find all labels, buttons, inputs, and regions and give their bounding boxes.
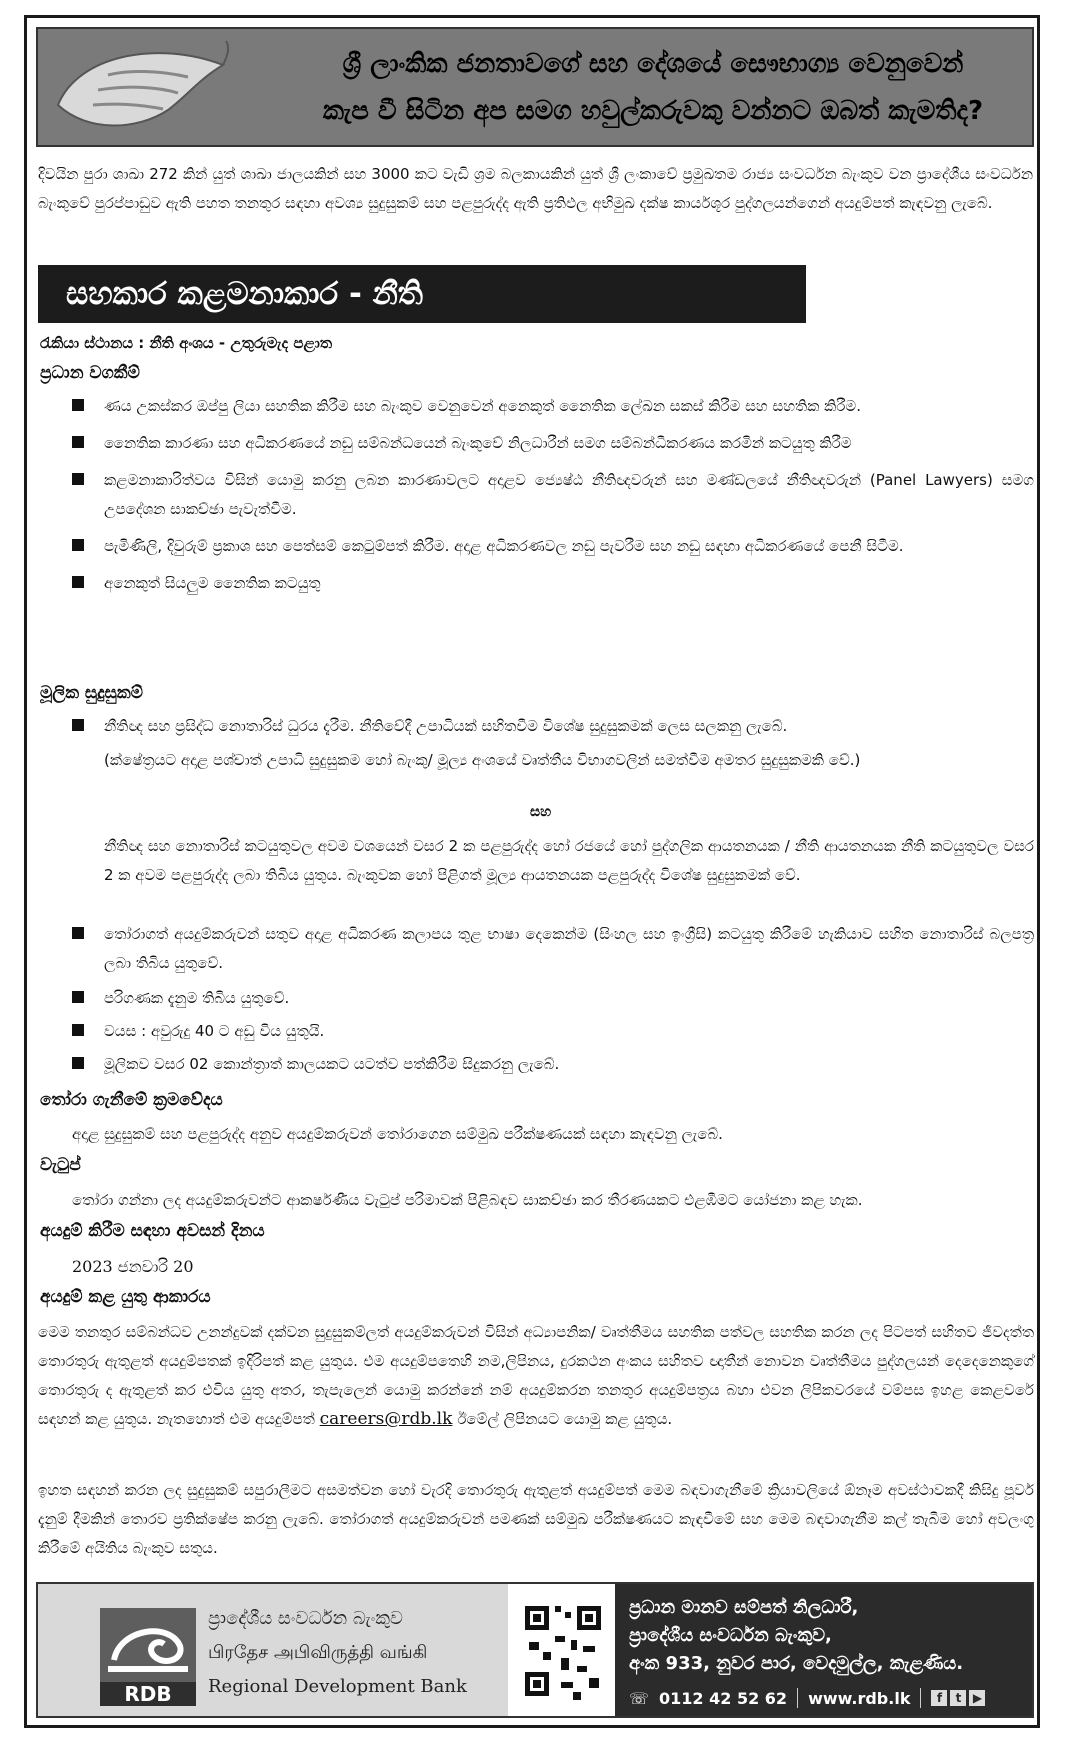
apply-heading: අයදුම් කළ යුතු ආකාරය (40, 1287, 211, 1307)
youtube-icon[interactable]: ▶ (969, 1690, 985, 1706)
facebook-icon[interactable]: f (931, 1690, 947, 1706)
rdb-logo-text: RDB (100, 1682, 196, 1706)
list-item: ණය උකස්කර ඔප්පු ලියා සහතික කිරීම සහ බැංකුව වෙනුවෙන් අනෙකුත් නෛතික ලේඛන සකස් කිරීම සහ සහතික කිරීම. (72, 392, 1034, 421)
contact-panel (615, 1584, 1032, 1716)
header-banner (36, 27, 1034, 147)
bank-name-english: Regional Development Bank (208, 1676, 467, 1697)
bullet-icon (72, 991, 84, 1003)
bank-name-tamil: பிரதேச அபிவிருத்தி வங்கி (208, 1642, 428, 1663)
closing-date: 2023 ජනවාරි 20 (72, 1257, 194, 1276)
list-item: අනෙකුත් සියලුම නෛතික කටයුතු (72, 569, 1034, 598)
footer (36, 1582, 1034, 1718)
post-title: සහකාර කළමනාකාර - නීති (38, 265, 806, 323)
qualification-item-1 (72, 712, 1034, 741)
list-item: තෝරාගත් අයදුම්කරුවන් සතුව අදාළ අධිකරණ කලාපය තුළ භාෂා දෙකෙන්ම (සිංහල සහ ඉංග්‍රීසි) කටයුතු කිරීමේ හැකියාව සහිත නොතාරිස් බලපත්‍ර ලබා තිබිය යුතුවේ. (72, 920, 1034, 978)
address-block (629, 1594, 1032, 1678)
duties-heading: ප්‍රධාන වගකීම් (40, 363, 140, 383)
divider (920, 1688, 921, 1708)
bank-names (208, 1602, 467, 1704)
bullet-icon (72, 927, 84, 939)
disclaimer-paragraph: ඉහත සඳහන් කරන ලද සුදුසුකම් සපුරාලීමට අසමත්වන හෝ වැරදි තොරතුරු ඇතුළත් අයදුම්පත් මෙම බඳවාගැනීමේ ක්‍රියාවලියේ ඕනෑම අවස්ථාවකදී කිසිදු පූර්ව දැනුම් දීමකින් තොරව ප්‍රතික්ෂේප කරනු ලැබේ. තෝරාගත් අයදුම්කරුවන් පමණක් සම්මුඛ පරීක්ෂණයට කැඳවීමේ සහ මෙම බඳවාගැනීම කල් තැබීම හෝ අවලංගු කිරීමේ අයිතිය බැංකුව සතුය. (38, 1481, 1034, 1557)
list-item: නීතිඥ සහ ප්‍රසිද්ධ නොතාරිස් ධුරය දැරීම. නීතිවේදී උපාධියක් සහිතවීම විශේෂ සුදුසුකමක් ලෙස සලකනු ලැබේ. (72, 712, 1034, 741)
website-link[interactable]: www.rdb.lk (808, 1688, 911, 1708)
salary-text: තෝරා ගන්නා ලද අයදුම්කරුවන්ට ආකර්ෂණීය වැටුප් පරිමාවක් පිළිබඳව සාකච්ඡා කර තීරණයකට එළඹීමට යෝජනා කළ හැක. (72, 1191, 863, 1209)
bank-name-sinhala: ප්‍රාදේශීය සංවර්ධන බැංකුව (208, 1608, 403, 1629)
divider (797, 1688, 798, 1708)
bullet-icon (72, 1057, 84, 1069)
apply-paragraph (38, 1318, 1034, 1434)
workplace-line: රැකියා ස්ථානය : නීති අංශය - උතුරුමැද පළාත (40, 334, 333, 352)
qualification-list (72, 920, 1034, 1079)
apply-text: මෙම තනතුර සම්බන්ධව උනන්දුවක් දක්වන සුදුසුකම්ලත් අයදුම්කරුවන් විසින් අධ්‍යාපනික/ වෘත්තීමය සහතික පත්වල සහතික කරන ලද පිටපත් සහිතව ජීවදත්ත තොරතුරු ඇතුළත් අයදුම්පතක් ඉදිරිපත් කළ යුතුය. එම අයදුම්පතෙහි නම,ලිපිනය, දුරකථන අංකය සහිතව ඥාතීන් නොවන වෘත්තීමය පුද්ගලයන් දෙදෙනෙකුගේ තොරතුරු ද ඇතුළත් කර එවිය යුතු අතර, තැපැලෙන් යොමු කරන්නේ නම් අයදුම්කරන තනතුර අයදුම්පත්‍රය බහා එවන ලිපිකවරයේ වම්පස ඉහළ කෙළවරේ සඳහන් කළ යුතුය. නැතහොත් එම අයදුම්පත් (38, 1323, 1034, 1428)
bullet-icon (72, 539, 84, 551)
address-line-2: ප්‍රාදේශීය සංවර්ධන බැංකුව, (629, 1625, 832, 1646)
social-icons (931, 1690, 985, 1706)
bullet-icon (72, 719, 84, 731)
duties-list (72, 392, 1034, 598)
phone-icon: ☏ (629, 1688, 650, 1708)
list-item: කළමනාකාරිත්වය විසින් යොමු කරනු ලබන කාරණාවලට අදාළව ජ්‍යෙෂ්ඨ නීතිඥවරුන් සහ මණ්ඩලයේ නීතිඥවරුන් (Panel Lawyers) සමග උපදේශන සාකච්ඡා පැවැත්වීම. (72, 466, 1034, 524)
conch-shell-icon (48, 35, 233, 143)
rdb-logo-icon (100, 1608, 196, 1682)
qualification-note: (ක්ෂේත්‍රයට අදාළ පශ්චාත් උපාධි සුදුසුකම හෝ බැංකු/ මූල්‍ය අංශයේ වෘත්තීය විභාගවලින් සමත්වීම අමතර සුදුසුකමකි වේ.) (104, 751, 861, 769)
intro-paragraph: දිවයින පුරා ශාඛා 272 කින් යුත් ශාඛා ජාලයකින් සහ 3000 කට වැඩි ශ්‍රම බලකායකින් යුත් ශ්‍රී ලංකාවේ ප්‍රමුඛතම රාජ්‍ය සංවර්ධන බැංකුව වන ප්‍රාදේශීය සංවර්ධන බැංකුවේ පුරප්පාඩුව ඇති පහත තනතුර සඳහා අවශ්‍ය සුදුසුකම් සහ පළපුරුද්ද ඇති ප්‍රතිඵල අභිමුඛ දක්ෂ කාර්යශූර පුද්ගලයන්ගෙන් අයදුම්පත් කැඳවනු ලැබේ. (38, 165, 1033, 212)
bank-logo-panel (38, 1584, 508, 1716)
apply-text-end: ඊමේල් ලිපිනයට යොමු කළ යුතුය. (457, 1410, 673, 1428)
qualification-experience: නීතිඥ සහ නොතාරිස් කටයුතුවල අවම වශයෙන් වසර 2 ක පළපුරුද්ද හෝ රජයේ හෝ පුද්ගලික ආයතනයක / නීති ආයතනයක නීති කටයුතුවල වසර 2 ක අවම පළපුරුද්ද ලබා තිබිය යුතුය. බැංකුවක හෝ පිළිගත් මූල්‍ය ආයතනයක පළපුරුද්ද විශේෂ සුදුසුකමක් වේ. (104, 837, 1034, 884)
contact-row (629, 1688, 1032, 1708)
and-connector: සහ (530, 804, 552, 820)
qr-code-icon[interactable] (521, 1596, 605, 1706)
twitter-icon[interactable]: t (950, 1690, 966, 1706)
banner-heading (288, 41, 1018, 135)
closing-date-heading: අයදුම් කිරීම සඳහා අවසන් දිනය (40, 1221, 265, 1241)
phone-number[interactable]: 0112 42 52 62 (659, 1688, 788, 1708)
bullet-icon (72, 1024, 84, 1036)
bullet-icon (72, 399, 84, 411)
address-line-3: අංක 933, නුවර පාර, වෙදමුල්ල, කැළණිය. (629, 1653, 964, 1674)
banner-line-1: ශ්‍රී ලාංකික ජනතාවගේ සහ දේශයේ සෞභාග්‍ය වෙනුවෙන් (342, 49, 964, 79)
bullet-icon (72, 473, 84, 485)
selection-text: අදාළ සුදුසුකම් සහ පළපුරුද්ද අනුව අයදුම්කරුවන් තෝරාගෙන සම්මුඛ පරීක්ෂණයක් සඳහා කැඳවනු ලැබේ. (72, 1125, 723, 1143)
careers-email-link[interactable]: careers@rdb.lk (319, 1409, 453, 1429)
bullet-icon (72, 576, 84, 588)
salary-heading: වැටුප් (40, 1155, 81, 1175)
list-item: නෛතික කාරණා සහ අධිකරණයේ නඩු සම්බන්ධයෙන් බැංකුවේ නිලධාරීන් සමග සම්බන්ධීකරණය කරමින් කටයුතු කිරීම (72, 429, 1034, 458)
list-item: වයස : අවුරුදු 40 ට අඩු විය යුතුයි. (72, 1017, 1034, 1046)
banner-line-2: කැප වී සිටින අප සමග හවුල්කරුවකු වන්නට ඔබත් කැමතිද? (322, 96, 984, 126)
list-item: මූලිකව වසර 02 කොන්ත්‍රාත් කාලයකට යටත්ව පත්කිරීම සිදුකරනු ලැබේ. (72, 1050, 1034, 1079)
list-item: පැමිණිලි, දිවුරුම් ප්‍රකාශ සහ පෙත්සම් කෙටුම්පත් කිරීම. අදාළ අධිකරණවල නඩු පැවරීම සහ නඩු සඳහා අධිකරණයේ පෙනී සිටීම. (72, 532, 1034, 561)
selection-heading: තෝරා ගැනීමේ ක්‍රමවේදය (40, 1090, 223, 1110)
bullet-icon (72, 436, 84, 448)
qualifications-heading: මූලික සුදුසුකම් (40, 683, 143, 703)
address-line-1: ප්‍රධාන මානව සම්පත් නිලධාරී, (629, 1597, 859, 1618)
list-item: පරිගණක දැනුම තිබිය යුතුවේ. (72, 984, 1034, 1013)
